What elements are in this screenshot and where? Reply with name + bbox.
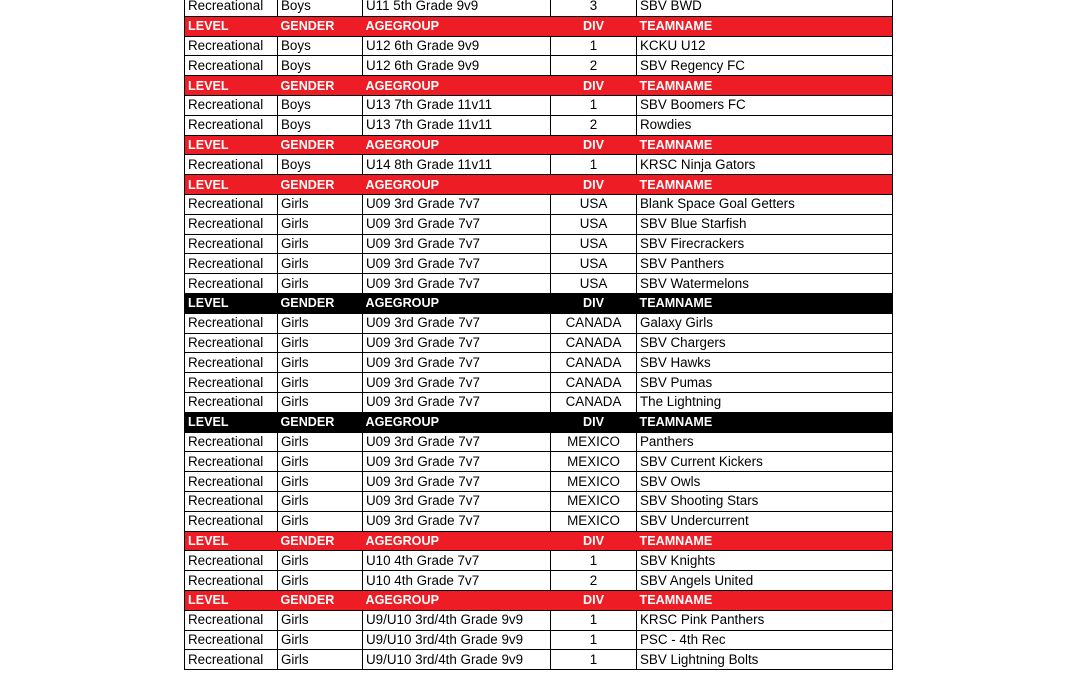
gender-cell: Boys — [278, 36, 363, 56]
level-cell: Recreational — [185, 551, 278, 571]
level-cell: Recreational — [185, 392, 278, 412]
header-teamname: TEAMNAME — [637, 293, 893, 313]
header-agegroup: AGEGROUP — [363, 412, 551, 432]
team-name-cell: SBV Watermelons — [637, 274, 893, 294]
table-row — [185, 333, 893, 353]
table-row — [185, 194, 893, 214]
gender-cell: Girls — [278, 234, 363, 254]
level-cell: Recreational — [185, 353, 278, 373]
gender-cell: Girls — [278, 630, 363, 650]
header-level: LEVEL — [185, 175, 278, 195]
team-name-cell: Panthers — [637, 432, 893, 452]
agegroup-cell: U09 3rd Grade 7v7 — [363, 511, 551, 531]
team-name-cell: Galaxy Girls — [637, 313, 893, 333]
gender-cell: Girls — [278, 313, 363, 333]
div-cell: 1 — [551, 95, 637, 115]
table-row — [185, 392, 893, 412]
agegroup-cell: U11 5th Grade 9v9 — [363, 0, 551, 16]
gender-cell: Boys — [278, 0, 363, 16]
table-row — [185, 452, 893, 472]
agegroup-cell: U12 6th Grade 9v9 — [363, 36, 551, 56]
roster-sheet — [184, 0, 892, 670]
header-level: LEVEL — [185, 16, 278, 36]
team-name-cell: SBV Firecrackers — [637, 234, 893, 254]
agegroup-cell: U09 3rd Grade 7v7 — [363, 452, 551, 472]
div-cell: MEXICO — [551, 452, 637, 472]
agegroup-cell: U09 3rd Grade 7v7 — [363, 274, 551, 294]
div-cell: 1 — [551, 551, 637, 571]
div-cell: 1 — [551, 36, 637, 56]
table-row — [185, 551, 893, 571]
level-cell: Recreational — [185, 234, 278, 254]
gender-cell: Girls — [278, 491, 363, 511]
gender-cell: Boys — [278, 95, 363, 115]
team-name-cell: SBV Undercurrent — [637, 511, 893, 531]
div-cell: 3 — [551, 0, 637, 16]
table-row — [185, 650, 893, 670]
level-cell: Recreational — [185, 214, 278, 234]
div-cell: 2 — [551, 56, 637, 76]
section-header-row — [185, 412, 893, 432]
team-name-cell: SBV Pumas — [637, 373, 893, 393]
table-row — [185, 36, 893, 56]
table-row — [185, 353, 893, 373]
div-cell: CANADA — [551, 392, 637, 412]
header-div: DIV — [551, 412, 637, 432]
agegroup-cell: U09 3rd Grade 7v7 — [363, 194, 551, 214]
div-cell: USA — [551, 214, 637, 234]
level-cell: Recreational — [185, 373, 278, 393]
header-div: DIV — [551, 590, 637, 610]
agegroup-cell: U09 3rd Grade 7v7 — [363, 234, 551, 254]
table-row — [185, 373, 893, 393]
header-teamname: TEAMNAME — [637, 590, 893, 610]
header-teamname: TEAMNAME — [637, 412, 893, 432]
team-roster-table — [184, 0, 893, 670]
team-name-cell: SBV Panthers — [637, 254, 893, 274]
header-div: DIV — [551, 531, 637, 551]
table-row — [185, 234, 893, 254]
agegroup-cell: U09 3rd Grade 7v7 — [363, 432, 551, 452]
gender-cell: Boys — [278, 155, 363, 175]
team-name-cell: Rowdies — [637, 115, 893, 135]
level-cell: Recreational — [185, 254, 278, 274]
gender-cell: Girls — [278, 254, 363, 274]
level-cell: Recreational — [185, 0, 278, 16]
table-row — [185, 571, 893, 591]
gender-cell: Girls — [278, 472, 363, 492]
team-name-cell: SBV Knights — [637, 551, 893, 571]
gender-cell: Boys — [278, 56, 363, 76]
team-name-cell: KRSC Pink Panthers — [637, 610, 893, 630]
header-gender: GENDER — [278, 76, 363, 96]
div-cell: 1 — [551, 650, 637, 670]
agegroup-cell: U09 3rd Grade 7v7 — [363, 491, 551, 511]
agegroup-cell: U09 3rd Grade 7v7 — [363, 472, 551, 492]
div-cell: USA — [551, 254, 637, 274]
header-div: DIV — [551, 175, 637, 195]
table-row — [185, 610, 893, 630]
table-row — [185, 511, 893, 531]
agegroup-cell: U9/U10 3rd/4th Grade 9v9 — [363, 650, 551, 670]
level-cell: Recreational — [185, 313, 278, 333]
header-teamname: TEAMNAME — [637, 16, 893, 36]
div-cell: MEXICO — [551, 511, 637, 531]
agegroup-cell: U09 3rd Grade 7v7 — [363, 254, 551, 274]
agegroup-cell: U09 3rd Grade 7v7 — [363, 353, 551, 373]
header-agegroup: AGEGROUP — [363, 76, 551, 96]
div-cell: CANADA — [551, 333, 637, 353]
gender-cell: Girls — [278, 432, 363, 452]
gender-cell: Girls — [278, 452, 363, 472]
level-cell: Recreational — [185, 452, 278, 472]
div-cell: 1 — [551, 630, 637, 650]
header-agegroup: AGEGROUP — [363, 175, 551, 195]
table-row — [185, 472, 893, 492]
div-cell: CANADA — [551, 373, 637, 393]
header-level: LEVEL — [185, 135, 278, 155]
level-cell: Recreational — [185, 115, 278, 135]
team-name-cell: KCKU U12 — [637, 36, 893, 56]
agegroup-cell: U9/U10 3rd/4th Grade 9v9 — [363, 610, 551, 630]
section-header-row — [185, 531, 893, 551]
div-cell: 1 — [551, 610, 637, 630]
header-agegroup: AGEGROUP — [363, 16, 551, 36]
agegroup-cell: U09 3rd Grade 7v7 — [363, 373, 551, 393]
header-gender: GENDER — [278, 531, 363, 551]
header-gender: GENDER — [278, 590, 363, 610]
team-name-cell: PSC - 4th Rec — [637, 630, 893, 650]
header-div: DIV — [551, 16, 637, 36]
div-cell: MEXICO — [551, 432, 637, 452]
header-teamname: TEAMNAME — [637, 76, 893, 96]
team-name-cell: SBV Angels United — [637, 571, 893, 591]
team-name-cell: SBV Owls — [637, 472, 893, 492]
header-agegroup: AGEGROUP — [363, 590, 551, 610]
div-cell: USA — [551, 234, 637, 254]
table-row — [185, 155, 893, 175]
agegroup-cell: U10 4th Grade 7v7 — [363, 551, 551, 571]
level-cell: Recreational — [185, 36, 278, 56]
level-cell: Recreational — [185, 333, 278, 353]
div-cell: USA — [551, 194, 637, 214]
team-name-cell: SBV Blue Starfish — [637, 214, 893, 234]
table-row — [185, 0, 893, 16]
roster-body — [185, 0, 893, 670]
team-name-cell: SBV Regency FC — [637, 56, 893, 76]
header-level: LEVEL — [185, 293, 278, 313]
level-cell: Recreational — [185, 472, 278, 492]
gender-cell: Girls — [278, 610, 363, 630]
team-name-cell: SBV BWD — [637, 0, 893, 16]
agegroup-cell: U13 7th Grade 11v11 — [363, 115, 551, 135]
team-name-cell: KRSC Ninja Gators — [637, 155, 893, 175]
table-row — [185, 274, 893, 294]
agegroup-cell: U10 4th Grade 7v7 — [363, 571, 551, 591]
div-cell: MEXICO — [551, 472, 637, 492]
section-header-row — [185, 16, 893, 36]
team-name-cell: SBV Hawks — [637, 353, 893, 373]
table-row — [185, 432, 893, 452]
header-teamname: TEAMNAME — [637, 175, 893, 195]
header-teamname: TEAMNAME — [637, 531, 893, 551]
gender-cell: Girls — [278, 571, 363, 591]
header-level: LEVEL — [185, 412, 278, 432]
gender-cell: Girls — [278, 373, 363, 393]
section-header-row — [185, 293, 893, 313]
header-agegroup: AGEGROUP — [363, 531, 551, 551]
agegroup-cell: U09 3rd Grade 7v7 — [363, 392, 551, 412]
team-name-cell: SBV Lightning Bolts — [637, 650, 893, 670]
level-cell: Recreational — [185, 511, 278, 531]
header-agegroup: AGEGROUP — [363, 293, 551, 313]
div-cell: 1 — [551, 155, 637, 175]
level-cell: Recreational — [185, 610, 278, 630]
agegroup-cell: U14 8th Grade 11v11 — [363, 155, 551, 175]
header-agegroup: AGEGROUP — [363, 135, 551, 155]
div-cell: 2 — [551, 571, 637, 591]
agegroup-cell: U9/U10 3rd/4th Grade 9v9 — [363, 630, 551, 650]
section-header-row — [185, 76, 893, 96]
gender-cell: Girls — [278, 274, 363, 294]
gender-cell: Girls — [278, 214, 363, 234]
team-name-cell: SBV Boomers FC — [637, 95, 893, 115]
level-cell: Recreational — [185, 274, 278, 294]
header-div: DIV — [551, 135, 637, 155]
section-header-row — [185, 135, 893, 155]
header-div: DIV — [551, 293, 637, 313]
gender-cell: Girls — [278, 333, 363, 353]
header-gender: GENDER — [278, 412, 363, 432]
header-div: DIV — [551, 76, 637, 96]
header-gender: GENDER — [278, 293, 363, 313]
div-cell: CANADA — [551, 313, 637, 333]
level-cell: Recreational — [185, 571, 278, 591]
level-cell: Recreational — [185, 630, 278, 650]
level-cell: Recreational — [185, 432, 278, 452]
header-teamname: TEAMNAME — [637, 135, 893, 155]
team-name-cell: SBV Current Kickers — [637, 452, 893, 472]
section-header-row — [185, 590, 893, 610]
team-name-cell: The Lightning — [637, 392, 893, 412]
gender-cell: Girls — [278, 511, 363, 531]
table-row — [185, 115, 893, 135]
team-name-cell: Blank Space Goal Getters — [637, 194, 893, 214]
agegroup-cell: U13 7th Grade 11v11 — [363, 95, 551, 115]
section-header-row — [185, 175, 893, 195]
team-name-cell: SBV Chargers — [637, 333, 893, 353]
header-gender: GENDER — [278, 16, 363, 36]
div-cell: MEXICO — [551, 491, 637, 511]
gender-cell: Girls — [278, 650, 363, 670]
header-level: LEVEL — [185, 531, 278, 551]
table-row — [185, 313, 893, 333]
agegroup-cell: U09 3rd Grade 7v7 — [363, 214, 551, 234]
table-row — [185, 214, 893, 234]
level-cell: Recreational — [185, 491, 278, 511]
header-level: LEVEL — [185, 76, 278, 96]
agegroup-cell: U12 6th Grade 9v9 — [363, 56, 551, 76]
gender-cell: Boys — [278, 115, 363, 135]
table-row — [185, 254, 893, 274]
div-cell: CANADA — [551, 353, 637, 373]
level-cell: Recreational — [185, 56, 278, 76]
gender-cell: Girls — [278, 551, 363, 571]
level-cell: Recreational — [185, 194, 278, 214]
table-row — [185, 630, 893, 650]
agegroup-cell: U09 3rd Grade 7v7 — [363, 313, 551, 333]
agegroup-cell: U09 3rd Grade 7v7 — [363, 333, 551, 353]
level-cell: Recreational — [185, 155, 278, 175]
team-name-cell: SBV Shooting Stars — [637, 491, 893, 511]
gender-cell: Girls — [278, 194, 363, 214]
gender-cell: Girls — [278, 353, 363, 373]
gender-cell: Girls — [278, 392, 363, 412]
level-cell: Recreational — [185, 650, 278, 670]
header-level: LEVEL — [185, 590, 278, 610]
table-row — [185, 95, 893, 115]
header-gender: GENDER — [278, 175, 363, 195]
div-cell: USA — [551, 274, 637, 294]
div-cell: 2 — [551, 115, 637, 135]
header-gender: GENDER — [278, 135, 363, 155]
level-cell: Recreational — [185, 95, 278, 115]
table-row — [185, 491, 893, 511]
table-row — [185, 56, 893, 76]
